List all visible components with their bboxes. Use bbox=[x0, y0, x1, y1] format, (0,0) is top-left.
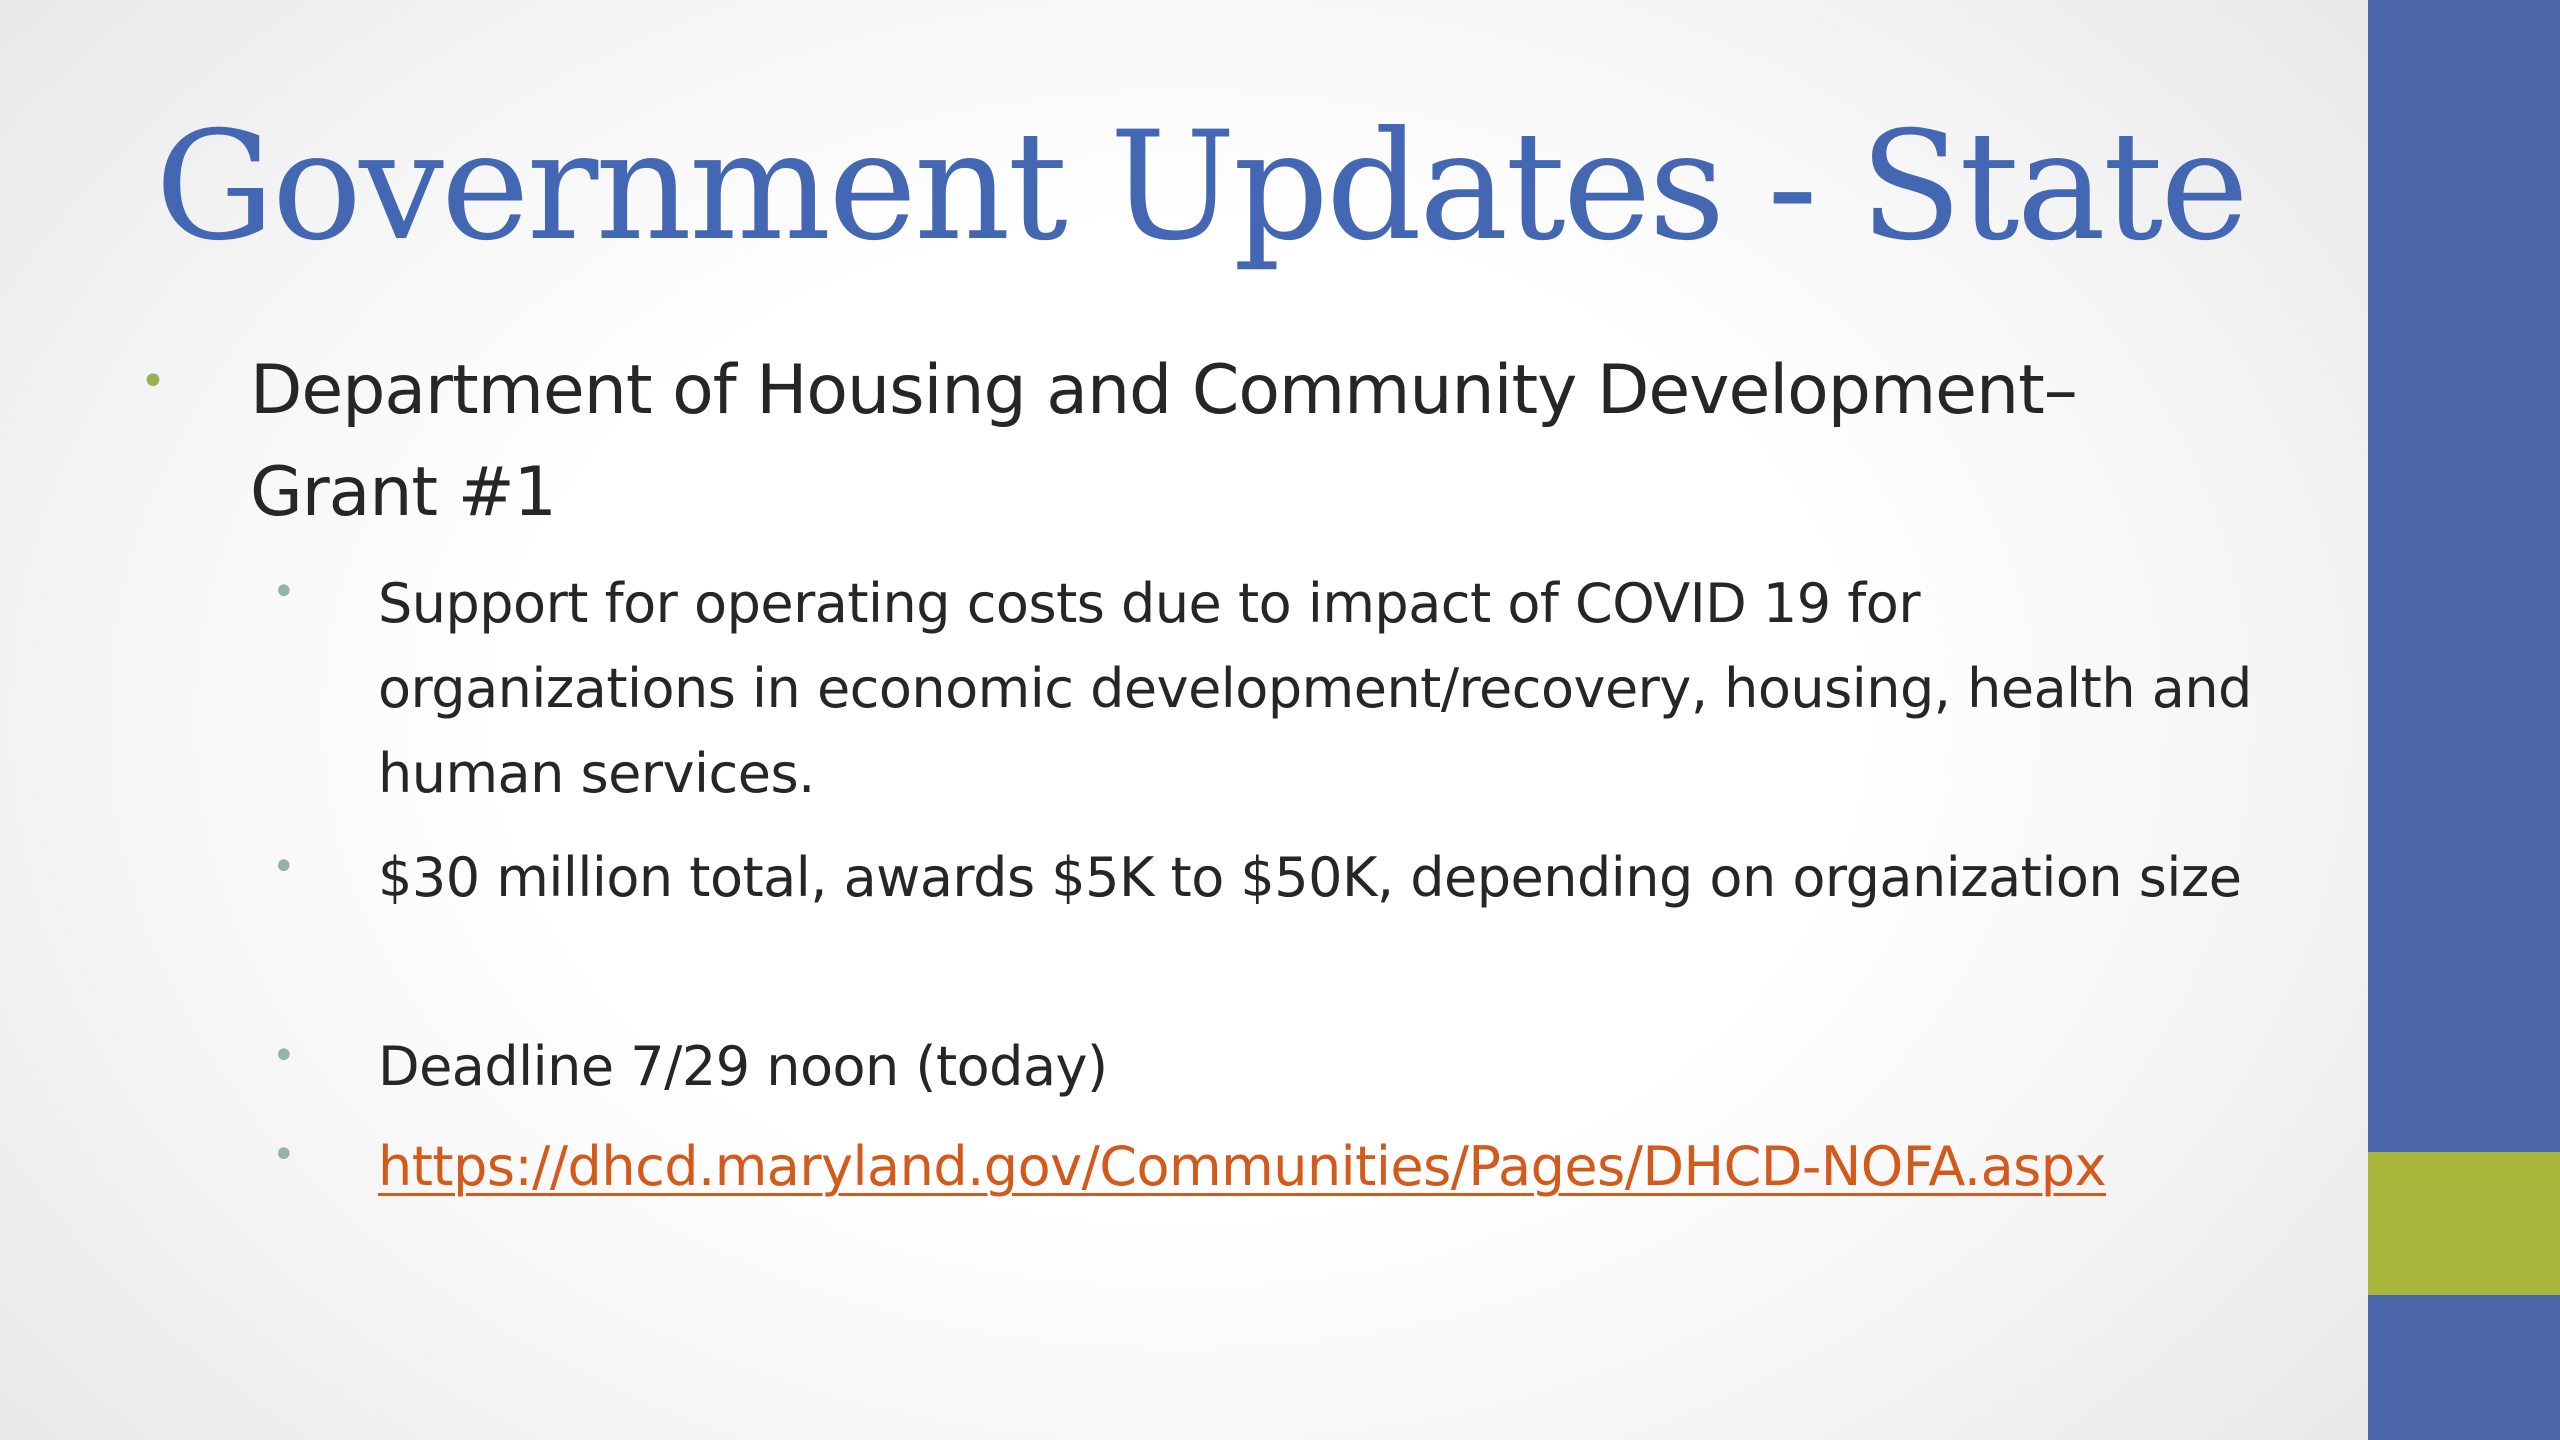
bullet-dot-1: • bbox=[140, 356, 166, 407]
sub-bullet-link-item bbox=[378, 1124, 2278, 1209]
sub-bullet-dot-3: • bbox=[272, 1033, 296, 1079]
sub-bullet-dot-1: • bbox=[272, 569, 296, 615]
sub-bullet-support: Support for operating costs due to impact of COVID 19 for organizations in economic development/recovery, housing, health and human services. bbox=[378, 572, 2252, 805]
sub-bullet-deadline: Deadline 7/29 noon (today) bbox=[378, 1035, 1108, 1098]
decorative-sidebar-accent bbox=[2368, 1152, 2560, 1295]
dhcd-nofa-link[interactable]: https://dhcd.maryland.gov/Communities/Pages/DHCD-NOFA.aspx bbox=[378, 1135, 2107, 1198]
bullet-department: Department of Housing and Community Development– Grant #1 bbox=[250, 351, 2077, 532]
sub-bullet-funding: $30 million total, awards $5K to $50K, depending on organization size bbox=[378, 846, 2242, 909]
slide-title: Government Updates - State bbox=[155, 100, 2246, 274]
sub-bullet-dot-2: • bbox=[272, 844, 296, 890]
sub-bullet-dot-4: • bbox=[272, 1132, 296, 1178]
